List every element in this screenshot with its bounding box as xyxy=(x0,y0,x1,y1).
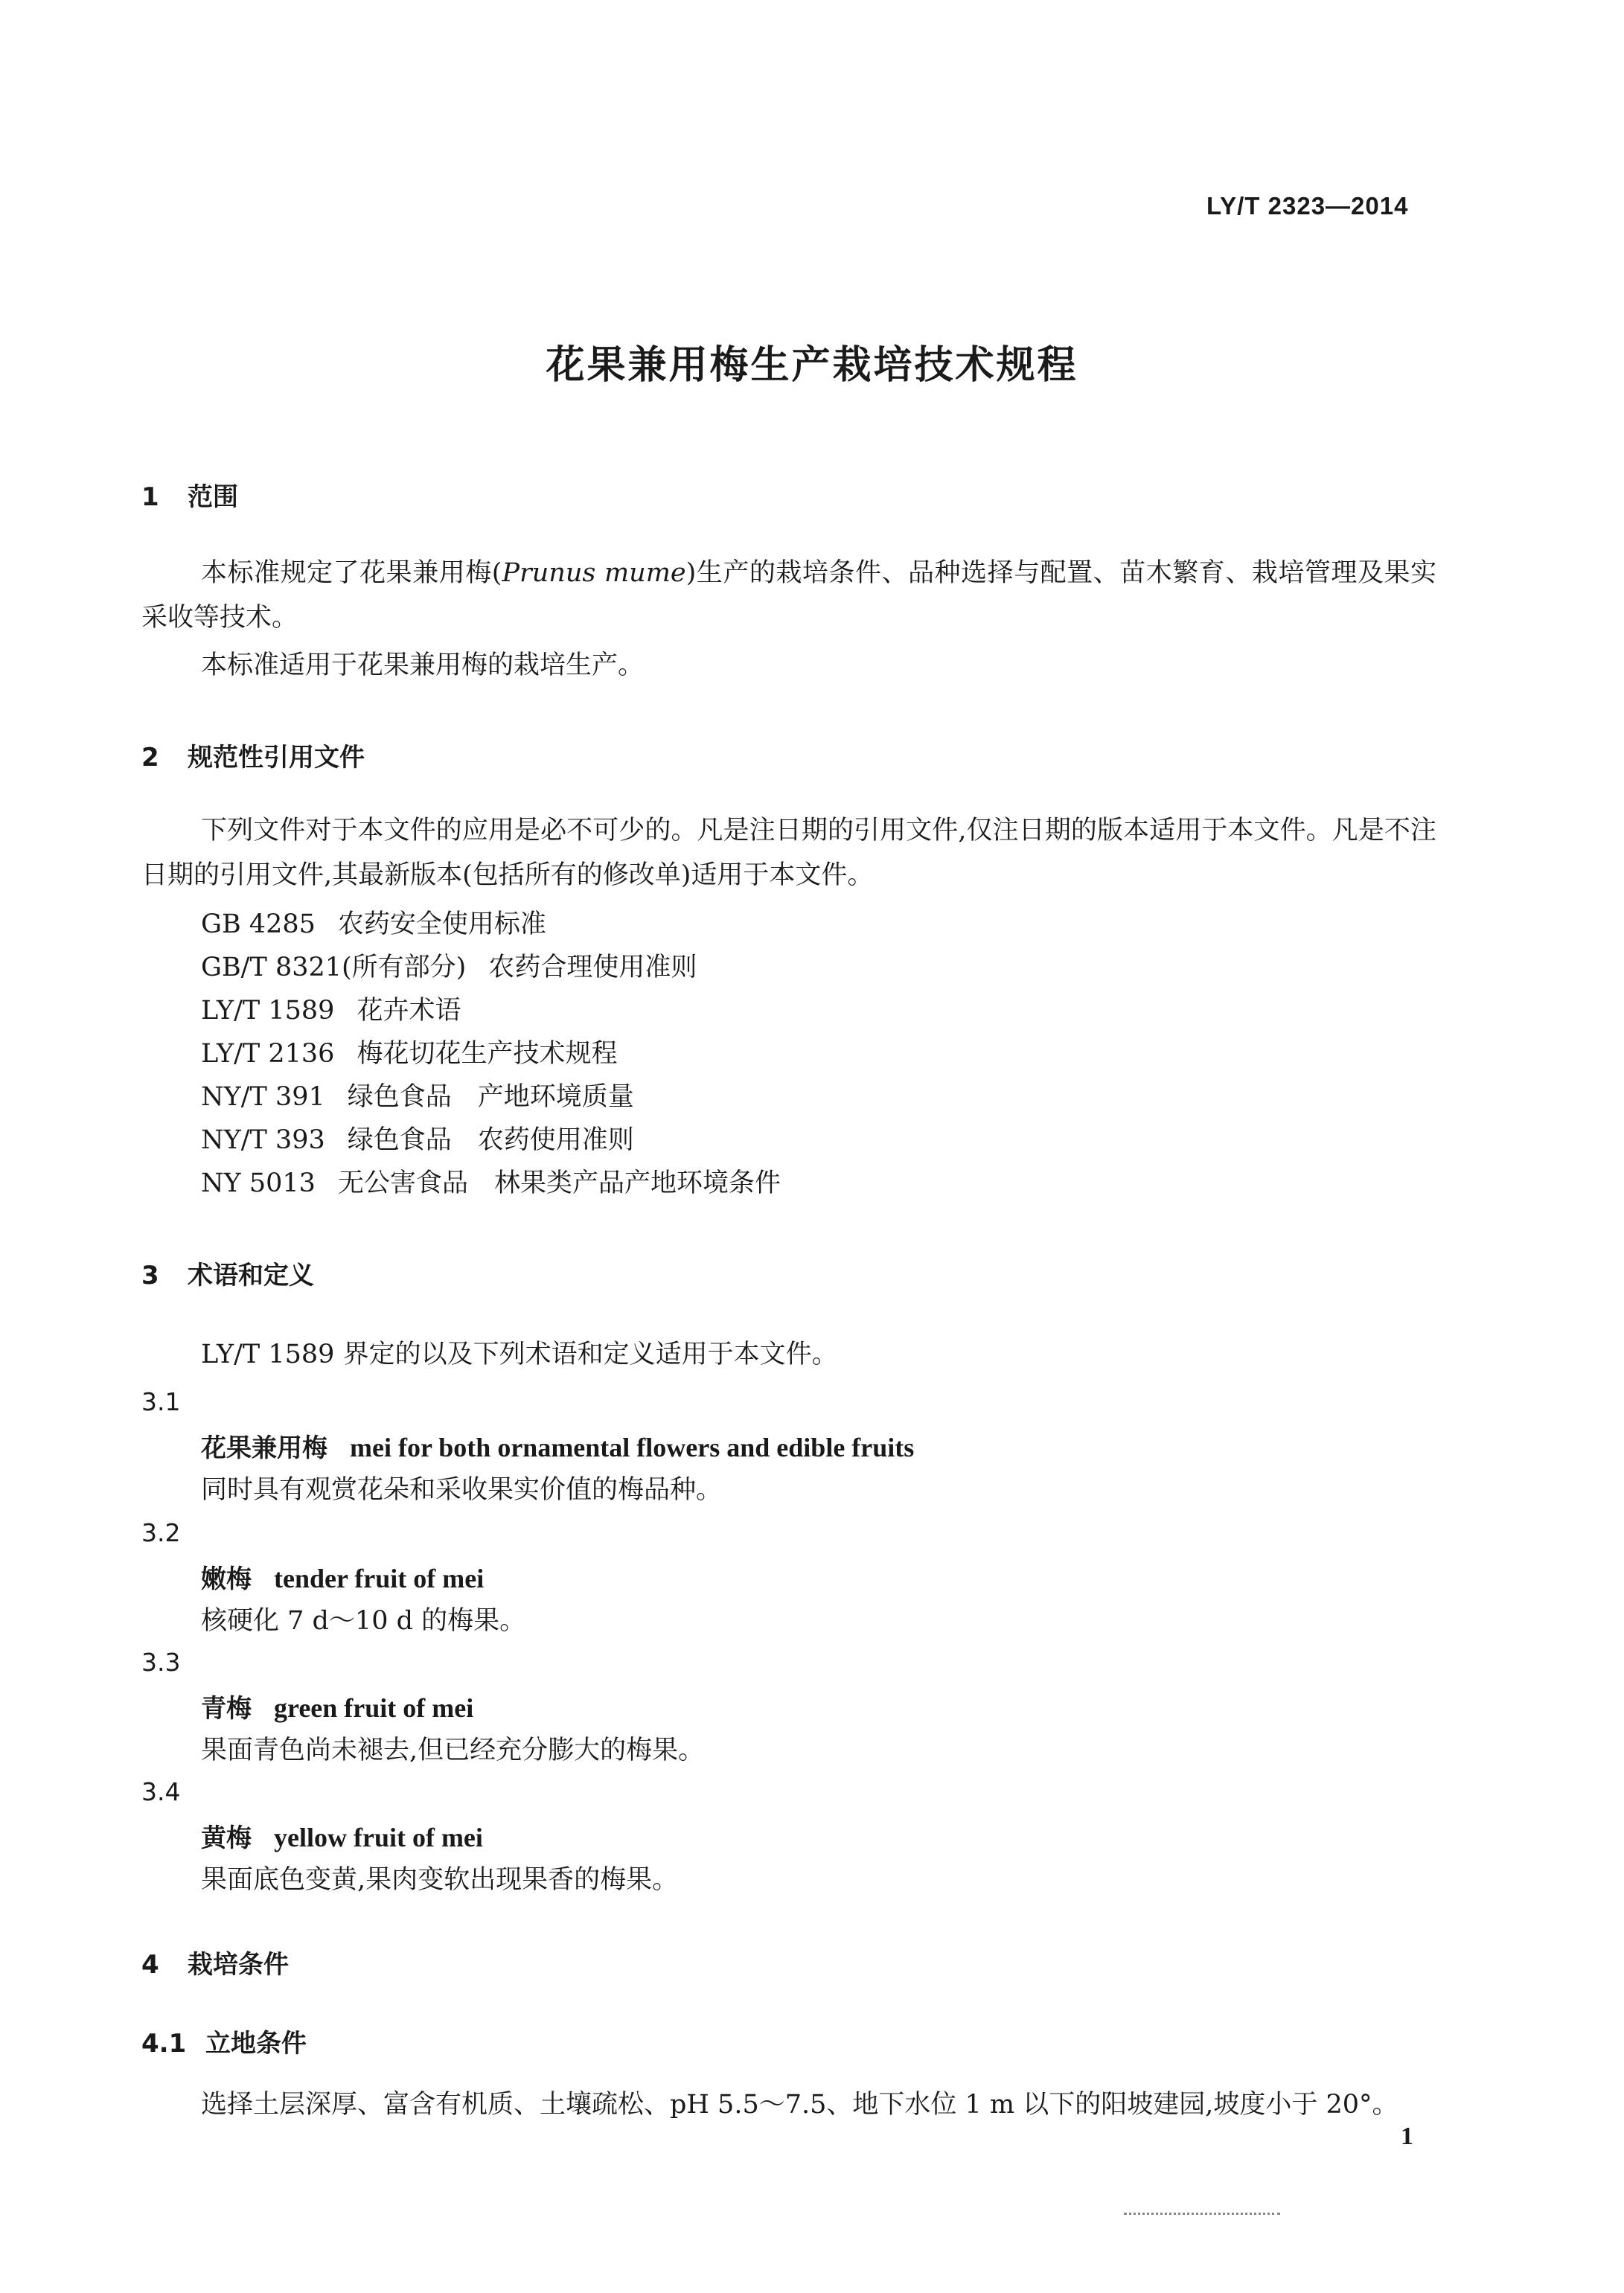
normative-refs-paragraph: 下列文件对于本文件的应用是必不可少的。凡是注日期的引用文件,仅注日期的版本适用于本文件。凡是不注日期的引用文件,其最新版本(包括所有的修改单)适用于本文件。 xyxy=(141,816,1436,890)
site-conditions-paragraph: 选择土层深厚、富含有机质、土壤疏松、pH 5.5～7.5、地下水位 1 m 以下的阳坡建园,坡度小于 20°。 xyxy=(201,2090,1398,2120)
reference-item xyxy=(201,1118,634,1163)
reference-title: 梅花切花生产技术规程 xyxy=(357,1039,618,1069)
section-1-heading xyxy=(141,476,238,513)
term-definition: 果面青色尚未褪去,但已经充分膨大的梅果。 xyxy=(201,1736,705,1765)
reference-item xyxy=(201,945,697,990)
term-title xyxy=(201,1688,473,1724)
section-title: 范围 xyxy=(188,482,238,512)
scan-artifact-rule xyxy=(1124,2213,1280,2215)
term-number: 3.2 xyxy=(141,1518,181,1547)
term-en: tender fruit of mei xyxy=(274,1564,485,1593)
reference-code: GB 4285 xyxy=(201,909,316,939)
section-number: 1 xyxy=(141,482,159,512)
section-title: 术语和定义 xyxy=(188,1261,314,1291)
subsection-4-1-heading xyxy=(141,2023,307,2059)
reference-item xyxy=(201,1032,617,1076)
reference-title: 无公害食品 林果类产品产地环境条件 xyxy=(337,1168,781,1198)
scope-paragraph-1 xyxy=(141,551,1436,640)
reference-item xyxy=(201,988,461,1033)
reference-item xyxy=(201,1161,781,1206)
section-number: 4 xyxy=(141,1950,159,1980)
term-definition: 同时具有观赏花朵和采收果实价值的梅品种。 xyxy=(201,1475,723,1505)
reference-code: LY/T 2136 xyxy=(201,1039,335,1069)
subsection-title: 立地条件 xyxy=(205,2029,307,2059)
standard-code: LY/T 2323—2014 xyxy=(1206,192,1409,220)
reference-item xyxy=(201,902,546,947)
term-en: green fruit of mei xyxy=(274,1693,474,1723)
terms-intro: LY/T 1589 界定的以及下列术语和定义适用于本文件。 xyxy=(201,1340,838,1369)
term-title xyxy=(201,1558,484,1595)
term-definition: 果面底色变黄,果肉变软出现果香的梅果。 xyxy=(201,1865,679,1895)
reference-code: NY/T 393 xyxy=(201,1125,325,1155)
reference-title: 花卉术语 xyxy=(357,996,461,1026)
reference-item xyxy=(201,1075,634,1119)
reference-title: 绿色食品 产地环境质量 xyxy=(347,1082,634,1112)
term-title xyxy=(201,1817,483,1854)
document-title: 花果兼用梅生产栽培技术规程 xyxy=(546,343,1078,388)
term-title xyxy=(201,1427,914,1464)
text-run: 本标准规定了花果兼用梅( xyxy=(201,558,502,588)
reference-title: 农药合理使用准则 xyxy=(488,953,697,982)
section-title: 规范性引用文件 xyxy=(188,743,365,773)
section-number: 2 xyxy=(141,743,159,773)
section-4-heading xyxy=(141,1944,289,1980)
page-number: 1 xyxy=(1401,2123,1413,2150)
text-run: )生产的栽培条件、品种选择与配置、苗木繁育、栽培管理及果实采收等技术。 xyxy=(141,558,1436,633)
term-number: 3.4 xyxy=(141,1777,181,1806)
reference-title: 绿色食品 农药使用准则 xyxy=(347,1125,634,1155)
subsection-number: 4.1 xyxy=(141,2029,187,2059)
term-zh: 黄梅 xyxy=(201,1823,252,1853)
term-en: yellow fruit of mei xyxy=(274,1823,483,1852)
term-en: mei for both ornamental flowers and edible fruits xyxy=(350,1433,915,1462)
reference-title: 农药安全使用标准 xyxy=(337,909,546,939)
reference-code: LY/T 1589 xyxy=(201,996,335,1026)
reference-code: NY/T 391 xyxy=(201,1082,325,1112)
term-number: 3.3 xyxy=(141,1648,181,1677)
scope-paragraph-2: 本标准适用于花果兼用梅的栽培生产。 xyxy=(201,650,645,680)
term-zh: 青梅 xyxy=(201,1694,252,1724)
term-number: 3.1 xyxy=(141,1387,181,1416)
section-title: 栽培条件 xyxy=(188,1950,289,1980)
term-zh: 花果兼用梅 xyxy=(201,1433,327,1463)
reference-code: GB/T 8321(所有部分) xyxy=(201,953,467,982)
section-2-heading xyxy=(141,737,365,773)
reference-code: NY 5013 xyxy=(201,1168,316,1198)
latin-name: Prunus mume xyxy=(502,558,686,588)
section-number: 3 xyxy=(141,1261,159,1291)
section-3-heading xyxy=(141,1255,314,1291)
term-definition: 核硬化 7 d～10 d 的梅果。 xyxy=(201,1606,526,1636)
term-zh: 嫩梅 xyxy=(201,1564,252,1594)
